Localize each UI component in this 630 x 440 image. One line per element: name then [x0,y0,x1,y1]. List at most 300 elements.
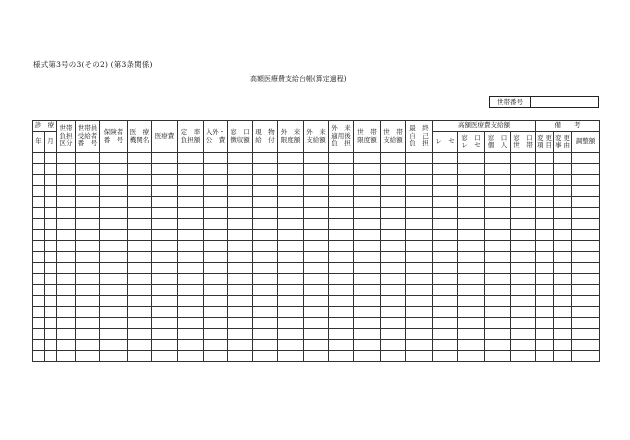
table-cell[interactable] [33,340,45,351]
table-cell[interactable] [204,219,228,230]
table-cell[interactable] [354,252,381,263]
table-cell[interactable] [128,175,152,186]
table-cell[interactable] [485,274,511,285]
table-cell[interactable] [433,153,458,164]
table-cell[interactable] [178,175,204,186]
table-cell[interactable] [152,208,178,219]
table-cell[interactable] [57,296,76,307]
table-cell[interactable] [433,274,458,285]
table-cell[interactable] [204,153,228,164]
table-cell[interactable] [485,230,511,241]
table-cell[interactable] [304,318,329,329]
table-cell[interactable] [178,208,204,219]
table-cell[interactable] [178,252,204,263]
table-cell[interactable] [228,186,253,197]
table-cell[interactable] [433,296,458,307]
table-cell[interactable] [152,153,178,164]
table-cell[interactable] [100,186,128,197]
table-cell[interactable] [100,318,128,329]
table-cell[interactable] [329,351,354,362]
table-cell[interactable] [204,285,228,296]
table-cell[interactable] [33,285,45,296]
table-cell[interactable] [554,318,572,329]
table-cell[interactable] [76,164,100,175]
table-cell[interactable] [485,318,511,329]
table-cell[interactable] [406,208,433,219]
table-cell[interactable] [485,175,511,186]
table-cell[interactable] [354,208,381,219]
table-cell[interactable] [204,252,228,263]
table-cell[interactable] [253,318,278,329]
table-cell[interactable] [204,351,228,362]
table-cell[interactable] [381,186,406,197]
table-cell[interactable] [204,164,228,175]
table-cell[interactable] [128,307,152,318]
table-cell[interactable] [572,175,600,186]
table-cell[interactable] [33,274,45,285]
table-cell[interactable] [381,296,406,307]
table-cell[interactable] [45,164,57,175]
table-cell[interactable] [204,296,228,307]
table-cell[interactable] [572,197,600,208]
table-cell[interactable] [57,285,76,296]
table-cell[interactable] [45,252,57,263]
table-cell[interactable] [554,340,572,351]
table-cell[interactable] [45,274,57,285]
table-cell[interactable] [33,164,45,175]
table-cell[interactable] [253,197,278,208]
table-cell[interactable] [458,186,485,197]
table-cell[interactable] [204,197,228,208]
table-cell[interactable] [152,329,178,340]
table-cell[interactable] [228,340,253,351]
table-cell[interactable] [304,230,329,241]
table-cell[interactable] [554,307,572,318]
table-cell[interactable] [458,318,485,329]
table-cell[interactable] [253,263,278,274]
table-cell[interactable] [511,197,536,208]
table-cell[interactable] [485,296,511,307]
table-cell[interactable] [354,164,381,175]
table-cell[interactable] [458,340,485,351]
table-cell[interactable] [485,164,511,175]
table-cell[interactable] [304,329,329,340]
table-cell[interactable] [228,208,253,219]
table-cell[interactable] [228,263,253,274]
table-cell[interactable] [178,340,204,351]
table-cell[interactable] [152,186,178,197]
table-cell[interactable] [536,274,554,285]
table-cell[interactable] [433,263,458,274]
table-cell[interactable] [485,252,511,263]
table-cell[interactable] [304,252,329,263]
table-cell[interactable] [228,296,253,307]
table-cell[interactable] [381,197,406,208]
table-cell[interactable] [304,285,329,296]
table-cell[interactable] [572,285,600,296]
table-cell[interactable] [458,197,485,208]
table-cell[interactable] [354,241,381,252]
table-cell[interactable] [381,230,406,241]
table-cell[interactable] [100,263,128,274]
table-cell[interactable] [572,296,600,307]
table-cell[interactable] [178,296,204,307]
table-cell[interactable] [329,164,354,175]
table-cell[interactable] [152,252,178,263]
table-cell[interactable] [511,153,536,164]
table-cell[interactable] [204,340,228,351]
table-cell[interactable] [406,318,433,329]
table-cell[interactable] [354,153,381,164]
table-cell[interactable] [329,329,354,340]
table-cell[interactable] [406,285,433,296]
table-cell[interactable] [278,153,304,164]
table-cell[interactable] [57,197,76,208]
table-cell[interactable] [381,285,406,296]
table-cell[interactable] [406,197,433,208]
table-cell[interactable] [381,153,406,164]
table-cell[interactable] [76,340,100,351]
table-cell[interactable] [304,340,329,351]
table-cell[interactable] [100,175,128,186]
table-cell[interactable] [33,351,45,362]
table-cell[interactable] [304,186,329,197]
table-cell[interactable] [253,219,278,230]
table-cell[interactable] [406,175,433,186]
table-cell[interactable] [57,318,76,329]
table-cell[interactable] [45,307,57,318]
table-cell[interactable] [228,219,253,230]
table-cell[interactable] [511,329,536,340]
table-cell[interactable] [354,285,381,296]
table-cell[interactable] [572,263,600,274]
table-cell[interactable] [433,175,458,186]
table-cell[interactable] [57,351,76,362]
table-cell[interactable] [253,329,278,340]
table-cell[interactable] [536,263,554,274]
table-cell[interactable] [433,197,458,208]
table-cell[interactable] [536,164,554,175]
table-cell[interactable] [536,318,554,329]
table-cell[interactable] [76,252,100,263]
table-cell[interactable] [554,274,572,285]
table-cell[interactable] [204,318,228,329]
table-cell[interactable] [253,186,278,197]
table-cell[interactable] [33,197,45,208]
table-cell[interactable] [329,296,354,307]
table-cell[interactable] [33,208,45,219]
table-cell[interactable] [485,285,511,296]
table-cell[interactable] [485,329,511,340]
table-cell[interactable] [572,186,600,197]
table-cell[interactable] [406,263,433,274]
table-cell[interactable] [485,197,511,208]
table-cell[interactable] [178,307,204,318]
table-cell[interactable] [278,230,304,241]
table-cell[interactable] [511,175,536,186]
table-cell[interactable] [406,186,433,197]
table-cell[interactable] [354,175,381,186]
table-cell[interactable] [406,340,433,351]
table-cell[interactable] [228,197,253,208]
table-cell[interactable] [128,164,152,175]
table-cell[interactable] [511,230,536,241]
table-cell[interactable] [511,219,536,230]
table-cell[interactable] [554,153,572,164]
table-cell[interactable] [100,329,128,340]
table-cell[interactable] [572,329,600,340]
table-cell[interactable] [485,263,511,274]
table-cell[interactable] [304,208,329,219]
table-cell[interactable] [33,329,45,340]
table-cell[interactable] [228,230,253,241]
table-cell[interactable] [572,208,600,219]
table-cell[interactable] [458,164,485,175]
table-cell[interactable] [304,307,329,318]
table-cell[interactable] [278,351,304,362]
table-cell[interactable] [178,318,204,329]
table-cell[interactable] [433,318,458,329]
table-cell[interactable] [554,329,572,340]
table-cell[interactable] [536,296,554,307]
table-cell[interactable] [100,164,128,175]
table-cell[interactable] [278,307,304,318]
table-cell[interactable] [433,252,458,263]
table-cell[interactable] [536,219,554,230]
table-cell[interactable] [433,186,458,197]
table-cell[interactable] [76,219,100,230]
table-cell[interactable] [100,197,128,208]
table-cell[interactable] [354,318,381,329]
table-cell[interactable] [329,263,354,274]
table-cell[interactable] [406,296,433,307]
table-cell[interactable] [178,219,204,230]
table-cell[interactable] [204,329,228,340]
table-cell[interactable] [45,340,57,351]
table-cell[interactable] [433,230,458,241]
table-cell[interactable] [406,219,433,230]
table-cell[interactable] [152,175,178,186]
table-cell[interactable] [57,252,76,263]
table-cell[interactable] [253,230,278,241]
table-cell[interactable] [45,208,57,219]
table-cell[interactable] [536,285,554,296]
table-cell[interactable] [76,307,100,318]
table-cell[interactable] [433,351,458,362]
table-cell[interactable] [329,153,354,164]
table-cell[interactable] [76,318,100,329]
table-cell[interactable] [57,241,76,252]
table-cell[interactable] [433,329,458,340]
table-cell[interactable] [485,219,511,230]
table-cell[interactable] [152,340,178,351]
table-cell[interactable] [572,318,600,329]
table-cell[interactable] [228,252,253,263]
table-cell[interactable] [458,263,485,274]
table-cell[interactable] [100,219,128,230]
table-cell[interactable] [128,208,152,219]
table-cell[interactable] [76,241,100,252]
table-cell[interactable] [178,197,204,208]
table-cell[interactable] [76,208,100,219]
table-cell[interactable] [76,175,100,186]
table-cell[interactable] [485,340,511,351]
table-cell[interactable] [458,285,485,296]
table-cell[interactable] [178,285,204,296]
table-cell[interactable] [45,153,57,164]
table-cell[interactable] [76,230,100,241]
table-cell[interactable] [304,351,329,362]
table-cell[interactable] [511,296,536,307]
table-cell[interactable] [572,241,600,252]
table-cell[interactable] [278,318,304,329]
table-cell[interactable] [304,175,329,186]
table-cell[interactable] [253,274,278,285]
table-cell[interactable] [178,263,204,274]
table-cell[interactable] [152,197,178,208]
table-cell[interactable] [304,153,329,164]
table-cell[interactable] [511,307,536,318]
table-cell[interactable] [536,186,554,197]
table-cell[interactable] [128,318,152,329]
table-cell[interactable] [381,164,406,175]
table-cell[interactable] [253,175,278,186]
table-cell[interactable] [329,307,354,318]
table-cell[interactable] [253,153,278,164]
table-cell[interactable] [57,153,76,164]
table-cell[interactable] [253,340,278,351]
table-cell[interactable] [536,241,554,252]
table-cell[interactable] [278,197,304,208]
table-cell[interactable] [100,351,128,362]
table-cell[interactable] [228,351,253,362]
table-cell[interactable] [152,164,178,175]
table-cell[interactable] [228,307,253,318]
table-cell[interactable] [458,241,485,252]
table-cell[interactable] [381,340,406,351]
table-cell[interactable] [57,329,76,340]
table-cell[interactable] [304,241,329,252]
table-cell[interactable] [554,351,572,362]
table-cell[interactable] [100,340,128,351]
table-cell[interactable] [329,186,354,197]
table-cell[interactable] [406,230,433,241]
table-cell[interactable] [433,285,458,296]
table-cell[interactable] [458,252,485,263]
table-cell[interactable] [57,263,76,274]
table-cell[interactable] [572,340,600,351]
table-cell[interactable] [354,329,381,340]
table-cell[interactable] [204,274,228,285]
table-cell[interactable] [554,285,572,296]
table-cell[interactable] [354,307,381,318]
table-cell[interactable] [354,274,381,285]
table-cell[interactable] [329,219,354,230]
table-cell[interactable] [381,175,406,186]
table-cell[interactable] [178,351,204,362]
table-cell[interactable] [536,197,554,208]
table-cell[interactable] [536,230,554,241]
table-cell[interactable] [406,351,433,362]
table-cell[interactable] [381,219,406,230]
table-cell[interactable] [57,230,76,241]
table-cell[interactable] [204,186,228,197]
table-cell[interactable] [76,329,100,340]
table-cell[interactable] [100,230,128,241]
table-cell[interactable] [329,340,354,351]
table-cell[interactable] [485,186,511,197]
table-cell[interactable] [278,285,304,296]
table-cell[interactable] [178,274,204,285]
table-cell[interactable] [278,263,304,274]
table-cell[interactable] [152,307,178,318]
table-cell[interactable] [228,175,253,186]
table-cell[interactable] [572,219,600,230]
table-cell[interactable] [511,164,536,175]
table-cell[interactable] [458,175,485,186]
table-cell[interactable] [178,153,204,164]
table-cell[interactable] [128,329,152,340]
table-cell[interactable] [33,252,45,263]
table-cell[interactable] [433,241,458,252]
table-cell[interactable] [45,318,57,329]
table-cell[interactable] [485,351,511,362]
table-cell[interactable] [354,296,381,307]
table-cell[interactable] [152,296,178,307]
table-cell[interactable] [329,318,354,329]
table-cell[interactable] [57,208,76,219]
table-cell[interactable] [554,186,572,197]
table-cell[interactable] [57,340,76,351]
table-cell[interactable] [253,252,278,263]
table-cell[interactable] [354,230,381,241]
table-cell[interactable] [406,153,433,164]
table-cell[interactable] [458,307,485,318]
table-cell[interactable] [253,164,278,175]
table-cell[interactable] [554,241,572,252]
table-cell[interactable] [228,274,253,285]
table-cell[interactable] [152,318,178,329]
table-cell[interactable] [554,252,572,263]
table-cell[interactable] [204,241,228,252]
table-cell[interactable] [45,230,57,241]
table-cell[interactable] [128,351,152,362]
table-cell[interactable] [511,263,536,274]
table-cell[interactable] [76,263,100,274]
table-cell[interactable] [152,219,178,230]
table-cell[interactable] [152,241,178,252]
table-cell[interactable] [45,351,57,362]
table-cell[interactable] [278,219,304,230]
table-cell[interactable] [329,285,354,296]
table-cell[interactable] [554,230,572,241]
table-cell[interactable] [76,197,100,208]
table-cell[interactable] [204,230,228,241]
table-cell[interactable] [458,274,485,285]
table-cell[interactable] [57,307,76,318]
table-cell[interactable] [485,241,511,252]
table-cell[interactable] [406,274,433,285]
table-cell[interactable] [228,153,253,164]
table-cell[interactable] [329,197,354,208]
table-cell[interactable] [304,274,329,285]
table-cell[interactable] [511,318,536,329]
table-cell[interactable] [128,219,152,230]
table-cell[interactable] [511,186,536,197]
table-cell[interactable] [406,164,433,175]
table-cell[interactable] [228,164,253,175]
table-cell[interactable] [33,175,45,186]
